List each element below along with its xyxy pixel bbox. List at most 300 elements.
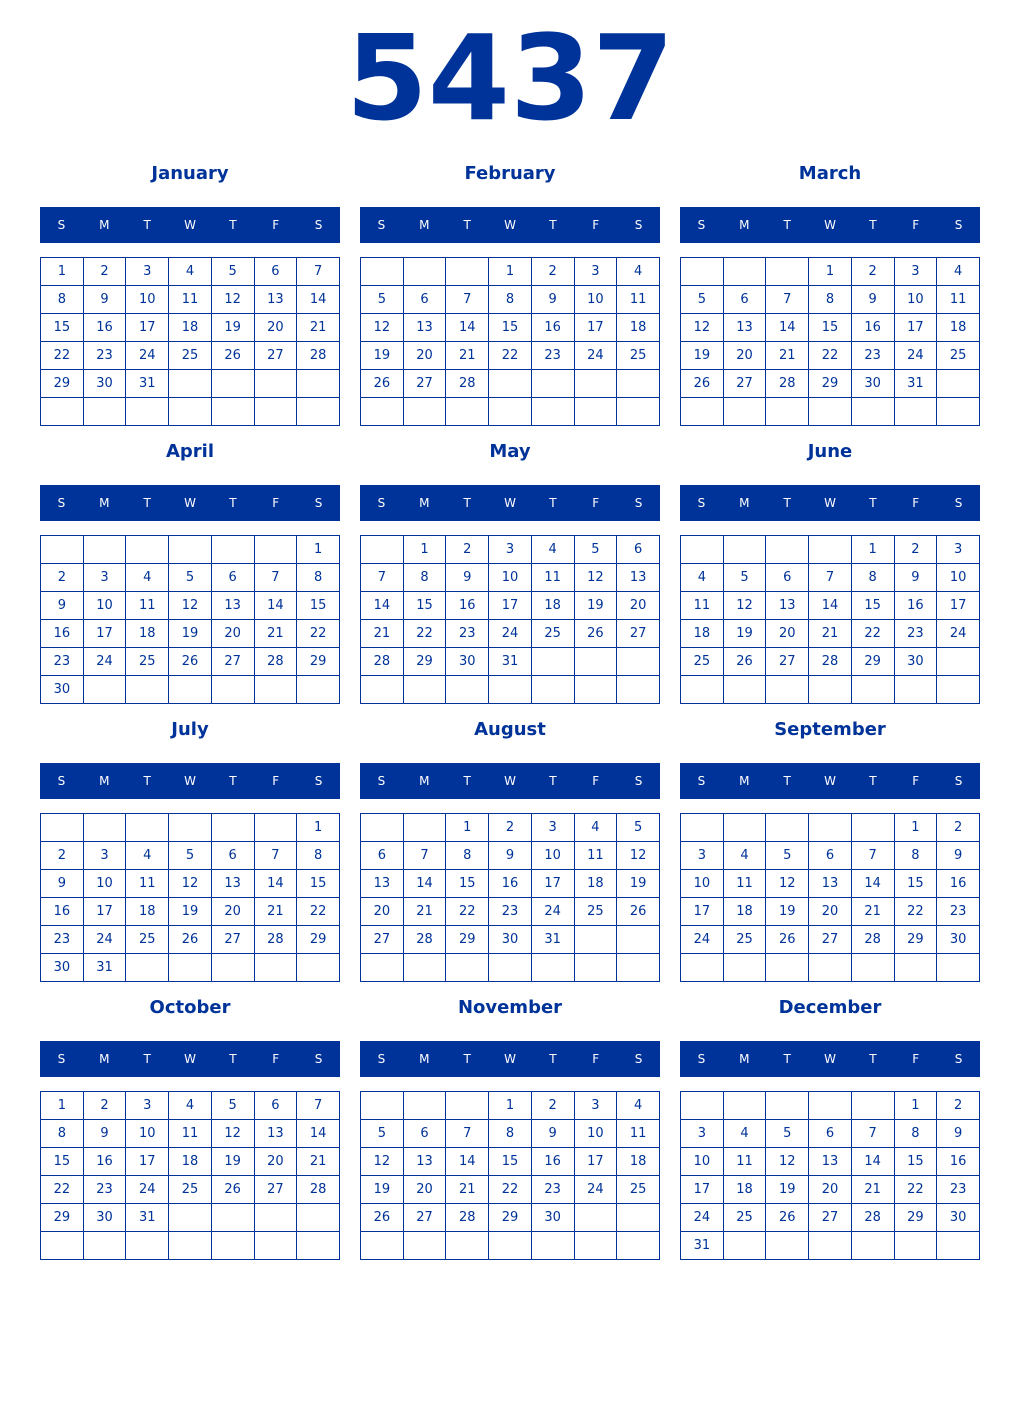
empty-day-cell (681, 1092, 724, 1120)
empty-day-cell (851, 954, 894, 982)
weekday-header: S (634, 218, 643, 232)
day-cell: 23 (531, 1176, 574, 1204)
month-name: October (149, 997, 231, 1018)
month-name: September (774, 719, 886, 740)
week-row (41, 1204, 340, 1232)
empty-day-cell (574, 1204, 617, 1232)
day-cell: 15 (41, 314, 84, 342)
day-cell: 19 (361, 342, 404, 370)
weekday-header: W (504, 496, 516, 510)
day-cell: 21 (361, 620, 404, 648)
empty-day-cell (126, 954, 169, 982)
day-cell: 25 (574, 898, 617, 926)
empty-day-cell (361, 814, 404, 842)
weekday-header: W (184, 774, 196, 788)
month-name: November (457, 997, 563, 1018)
month-april (40, 440, 340, 704)
day-cell: 23 (41, 648, 84, 676)
day-cell: 31 (126, 1204, 169, 1232)
day-cell: 1 (809, 258, 852, 286)
day-cell: 4 (169, 258, 212, 286)
week-row (681, 898, 980, 926)
day-cell: 10 (489, 564, 532, 592)
empty-day-cell (446, 1232, 489, 1260)
day-cell: 24 (83, 648, 126, 676)
weekday-header: S (57, 774, 66, 788)
day-cell: 18 (937, 314, 980, 342)
day-cell: 23 (531, 342, 574, 370)
empty-day-cell (126, 1232, 169, 1260)
month-name: February (464, 163, 556, 184)
weekday-header: T (783, 496, 791, 510)
day-cell: 10 (126, 286, 169, 314)
day-cell: 6 (211, 564, 254, 592)
week-row (361, 648, 660, 676)
empty-day-cell (83, 676, 126, 704)
empty-day-cell (681, 258, 724, 286)
empty-day-cell (681, 398, 724, 426)
empty-day-cell (126, 398, 169, 426)
empty-day-cell (41, 398, 84, 426)
month-march (680, 162, 980, 426)
day-cell: 17 (681, 898, 724, 926)
empty-day-cell (446, 258, 489, 286)
day-cell: 3 (489, 536, 532, 564)
weekday-header: S (697, 496, 706, 510)
day-cell: 19 (169, 898, 212, 926)
day-cell: 12 (574, 564, 617, 592)
weekday-header: T (143, 1052, 151, 1066)
day-cell: 23 (446, 620, 489, 648)
day-cell: 19 (361, 1176, 404, 1204)
day-cell: 17 (894, 314, 937, 342)
day-cell: 3 (937, 536, 980, 564)
empty-day-cell (723, 676, 766, 704)
day-cell: 2 (531, 1092, 574, 1120)
day-cell: 15 (894, 870, 937, 898)
week-row (361, 564, 660, 592)
weekday-header: T (869, 774, 877, 788)
empty-day-cell (723, 1232, 766, 1260)
empty-day-cell (83, 814, 126, 842)
day-cell: 15 (403, 592, 446, 620)
empty-day-cell (766, 398, 809, 426)
weekday-header: T (463, 218, 471, 232)
month-name: December (778, 997, 882, 1018)
day-cell: 9 (531, 286, 574, 314)
weekday-header: T (229, 218, 237, 232)
day-cell: 6 (809, 842, 852, 870)
month-name: August (474, 719, 546, 740)
day-cell: 18 (126, 620, 169, 648)
week-row (41, 258, 340, 286)
weekday-header: M (739, 496, 750, 510)
day-cell: 11 (126, 592, 169, 620)
month-name: June (807, 441, 853, 462)
weekday-header: T (783, 774, 791, 788)
weekday-header: T (549, 774, 557, 788)
empty-day-cell (297, 1232, 340, 1260)
day-grid (680, 535, 980, 704)
day-grid (360, 257, 660, 426)
week-row (41, 342, 340, 370)
weekday-header: T (869, 1052, 877, 1066)
week-row (681, 648, 980, 676)
empty-day-cell (937, 370, 980, 398)
day-cell: 27 (809, 926, 852, 954)
week-row (681, 1204, 980, 1232)
day-cell: 10 (83, 870, 126, 898)
day-cell: 9 (937, 1120, 980, 1148)
day-cell: 26 (361, 1204, 404, 1232)
day-cell: 8 (809, 286, 852, 314)
day-cell: 4 (937, 258, 980, 286)
day-cell: 20 (766, 620, 809, 648)
day-cell: 26 (211, 1176, 254, 1204)
month-july (40, 718, 340, 982)
day-cell: 29 (809, 370, 852, 398)
day-cell: 17 (574, 314, 617, 342)
weekday-header: W (184, 1052, 196, 1066)
weekday-header: T (549, 496, 557, 510)
day-cell: 8 (894, 1120, 937, 1148)
day-cell: 31 (531, 926, 574, 954)
week-row (361, 954, 660, 982)
weekday-header: M (99, 774, 110, 788)
day-cell: 25 (169, 1176, 212, 1204)
day-cell: 16 (937, 870, 980, 898)
day-cell: 1 (851, 536, 894, 564)
day-cell: 25 (617, 342, 660, 370)
day-cell: 16 (937, 1148, 980, 1176)
day-cell: 24 (681, 1204, 724, 1232)
day-cell: 5 (211, 1092, 254, 1120)
day-cell: 11 (723, 1148, 766, 1176)
year-title: 5437 (345, 9, 675, 147)
day-cell: 24 (83, 926, 126, 954)
day-cell: 16 (446, 592, 489, 620)
empty-day-cell (169, 370, 212, 398)
day-cell: 30 (531, 1204, 574, 1232)
day-cell: 19 (211, 1148, 254, 1176)
day-cell: 4 (531, 536, 574, 564)
day-cell: 8 (41, 1120, 84, 1148)
week-row (681, 814, 980, 842)
week-row (361, 898, 660, 926)
day-cell: 10 (681, 870, 724, 898)
day-cell: 7 (809, 564, 852, 592)
empty-day-cell (361, 1092, 404, 1120)
day-cell: 13 (403, 1148, 446, 1176)
weekday-header: S (697, 774, 706, 788)
empty-day-cell (126, 676, 169, 704)
day-cell: 10 (531, 842, 574, 870)
day-cell: 2 (531, 258, 574, 286)
weekday-header: S (634, 496, 643, 510)
day-cell: 12 (361, 1148, 404, 1176)
month-february (360, 162, 660, 426)
day-cell: 8 (403, 564, 446, 592)
day-cell: 15 (809, 314, 852, 342)
day-cell: 27 (361, 926, 404, 954)
empty-day-cell (254, 814, 297, 842)
empty-day-cell (41, 814, 84, 842)
empty-day-cell (211, 370, 254, 398)
month-september (680, 718, 980, 982)
week-row (41, 676, 340, 704)
weekday-header: W (504, 774, 516, 788)
day-cell: 27 (809, 1204, 852, 1232)
empty-day-cell (254, 536, 297, 564)
weekday-header: S (57, 1052, 66, 1066)
day-cell: 26 (723, 648, 766, 676)
empty-day-cell (617, 370, 660, 398)
day-cell: 2 (83, 258, 126, 286)
weekday-header: T (229, 1052, 237, 1066)
day-cell: 7 (297, 1092, 340, 1120)
week-row (41, 1232, 340, 1260)
weekday-header: F (592, 496, 600, 510)
day-cell: 6 (361, 842, 404, 870)
day-cell: 1 (41, 258, 84, 286)
empty-day-cell (851, 1092, 894, 1120)
week-row (681, 286, 980, 314)
day-cell: 16 (41, 898, 84, 926)
empty-day-cell (531, 676, 574, 704)
day-cell: 11 (681, 592, 724, 620)
week-row (361, 1232, 660, 1260)
day-cell: 12 (211, 286, 254, 314)
week-row (41, 620, 340, 648)
week-row (41, 592, 340, 620)
day-cell: 1 (489, 258, 532, 286)
empty-day-cell (851, 1232, 894, 1260)
day-cell: 17 (937, 592, 980, 620)
day-cell: 25 (126, 648, 169, 676)
weekday-header: F (912, 218, 920, 232)
day-cell: 7 (766, 286, 809, 314)
day-cell: 15 (297, 592, 340, 620)
day-cell: 2 (41, 564, 84, 592)
day-cell: 1 (489, 1092, 532, 1120)
empty-day-cell (681, 536, 724, 564)
empty-day-cell (446, 954, 489, 982)
weekday-header-bar (40, 1041, 340, 1077)
week-row (681, 398, 980, 426)
day-cell: 20 (211, 898, 254, 926)
day-cell: 4 (723, 842, 766, 870)
week-row (41, 814, 340, 842)
day-cell: 12 (211, 1120, 254, 1148)
day-cell: 17 (681, 1176, 724, 1204)
weekday-header: W (824, 218, 836, 232)
empty-day-cell (574, 926, 617, 954)
weekday-header: S (314, 1052, 323, 1066)
day-cell: 5 (574, 536, 617, 564)
day-cell: 19 (169, 620, 212, 648)
weekday-header-bar (360, 207, 660, 243)
day-cell: 3 (894, 258, 937, 286)
empty-day-cell (851, 676, 894, 704)
day-cell: 14 (361, 592, 404, 620)
day-cell: 11 (723, 870, 766, 898)
day-cell: 21 (297, 1148, 340, 1176)
day-cell: 14 (446, 1148, 489, 1176)
empty-day-cell (574, 676, 617, 704)
empty-day-cell (403, 1232, 446, 1260)
day-cell: 8 (894, 842, 937, 870)
empty-day-cell (297, 1204, 340, 1232)
day-cell: 1 (297, 814, 340, 842)
empty-day-cell (41, 536, 84, 564)
day-cell: 27 (403, 1204, 446, 1232)
day-cell: 29 (403, 648, 446, 676)
day-cell: 29 (297, 648, 340, 676)
weekday-header: S (954, 774, 963, 788)
weekday-header: T (549, 1052, 557, 1066)
day-cell: 18 (169, 314, 212, 342)
empty-day-cell (531, 398, 574, 426)
weekday-header: T (143, 218, 151, 232)
day-cell: 25 (937, 342, 980, 370)
day-cell: 15 (489, 1148, 532, 1176)
empty-day-cell (617, 648, 660, 676)
day-cell: 25 (617, 1176, 660, 1204)
day-cell: 2 (894, 536, 937, 564)
week-row (361, 536, 660, 564)
day-cell: 24 (126, 1176, 169, 1204)
week-row (681, 676, 980, 704)
day-cell: 26 (169, 648, 212, 676)
day-cell: 16 (894, 592, 937, 620)
weekday-header: F (272, 218, 280, 232)
day-cell: 26 (766, 1204, 809, 1232)
day-cell: 3 (531, 814, 574, 842)
day-cell: 21 (254, 898, 297, 926)
day-cell: 3 (83, 564, 126, 592)
week-row (361, 592, 660, 620)
empty-day-cell (254, 1204, 297, 1232)
day-grid (680, 1091, 980, 1260)
day-cell: 15 (41, 1148, 84, 1176)
day-cell: 7 (446, 1120, 489, 1148)
day-cell: 24 (489, 620, 532, 648)
day-grid (360, 813, 660, 982)
empty-day-cell (809, 398, 852, 426)
day-cell: 27 (254, 1176, 297, 1204)
empty-day-cell (851, 814, 894, 842)
empty-day-cell (766, 1232, 809, 1260)
empty-day-cell (937, 648, 980, 676)
day-cell: 25 (681, 648, 724, 676)
day-cell: 7 (254, 842, 297, 870)
day-cell: 27 (617, 620, 660, 648)
day-cell: 24 (894, 342, 937, 370)
day-cell: 3 (574, 258, 617, 286)
day-cell: 21 (851, 1176, 894, 1204)
day-cell: 22 (851, 620, 894, 648)
day-cell: 30 (937, 926, 980, 954)
day-cell: 23 (41, 926, 84, 954)
month-august (360, 718, 660, 982)
month-name: May (489, 441, 531, 462)
empty-day-cell (211, 676, 254, 704)
weekday-header: W (504, 1052, 516, 1066)
day-cell: 13 (361, 870, 404, 898)
day-cell: 27 (723, 370, 766, 398)
day-cell: 28 (766, 370, 809, 398)
week-row (361, 370, 660, 398)
day-cell: 18 (681, 620, 724, 648)
day-cell: 31 (126, 370, 169, 398)
day-cell: 19 (574, 592, 617, 620)
empty-day-cell (446, 398, 489, 426)
day-cell: 15 (851, 592, 894, 620)
empty-day-cell (617, 1204, 660, 1232)
week-row (41, 370, 340, 398)
empty-day-cell (809, 676, 852, 704)
empty-day-cell (937, 1232, 980, 1260)
weekday-header-bar (40, 207, 340, 243)
day-cell: 22 (894, 1176, 937, 1204)
day-cell: 4 (126, 842, 169, 870)
day-cell: 11 (169, 286, 212, 314)
day-grid (680, 257, 980, 426)
day-cell: 20 (809, 898, 852, 926)
month-october (40, 996, 340, 1260)
empty-day-cell (361, 1232, 404, 1260)
empty-day-cell (361, 258, 404, 286)
empty-day-cell (489, 370, 532, 398)
weekday-header: F (592, 774, 600, 788)
day-cell: 26 (211, 342, 254, 370)
weekday-header: M (419, 774, 430, 788)
weekday-header: M (739, 1052, 750, 1066)
day-cell: 20 (403, 1176, 446, 1204)
week-row (41, 314, 340, 342)
empty-day-cell (211, 1204, 254, 1232)
day-cell: 16 (531, 1148, 574, 1176)
empty-day-cell (361, 536, 404, 564)
day-cell: 18 (723, 1176, 766, 1204)
day-cell: 17 (531, 870, 574, 898)
week-row (361, 814, 660, 842)
empty-day-cell (723, 536, 766, 564)
day-cell: 10 (894, 286, 937, 314)
empty-day-cell (617, 954, 660, 982)
empty-day-cell (83, 1232, 126, 1260)
empty-day-cell (297, 398, 340, 426)
day-cell: 27 (254, 342, 297, 370)
day-cell: 19 (211, 314, 254, 342)
weekday-header: F (592, 1052, 600, 1066)
day-cell: 23 (937, 898, 980, 926)
day-cell: 8 (489, 1120, 532, 1148)
day-cell: 29 (894, 926, 937, 954)
empty-day-cell (766, 676, 809, 704)
month-november (360, 996, 660, 1260)
weekday-header-bar (680, 763, 980, 799)
empty-day-cell (169, 1204, 212, 1232)
day-cell: 20 (211, 620, 254, 648)
day-cell: 28 (361, 648, 404, 676)
day-cell: 17 (574, 1148, 617, 1176)
day-cell: 2 (937, 1092, 980, 1120)
month-may (360, 440, 660, 704)
empty-day-cell (723, 814, 766, 842)
empty-day-cell (169, 814, 212, 842)
day-cell: 6 (403, 1120, 446, 1148)
